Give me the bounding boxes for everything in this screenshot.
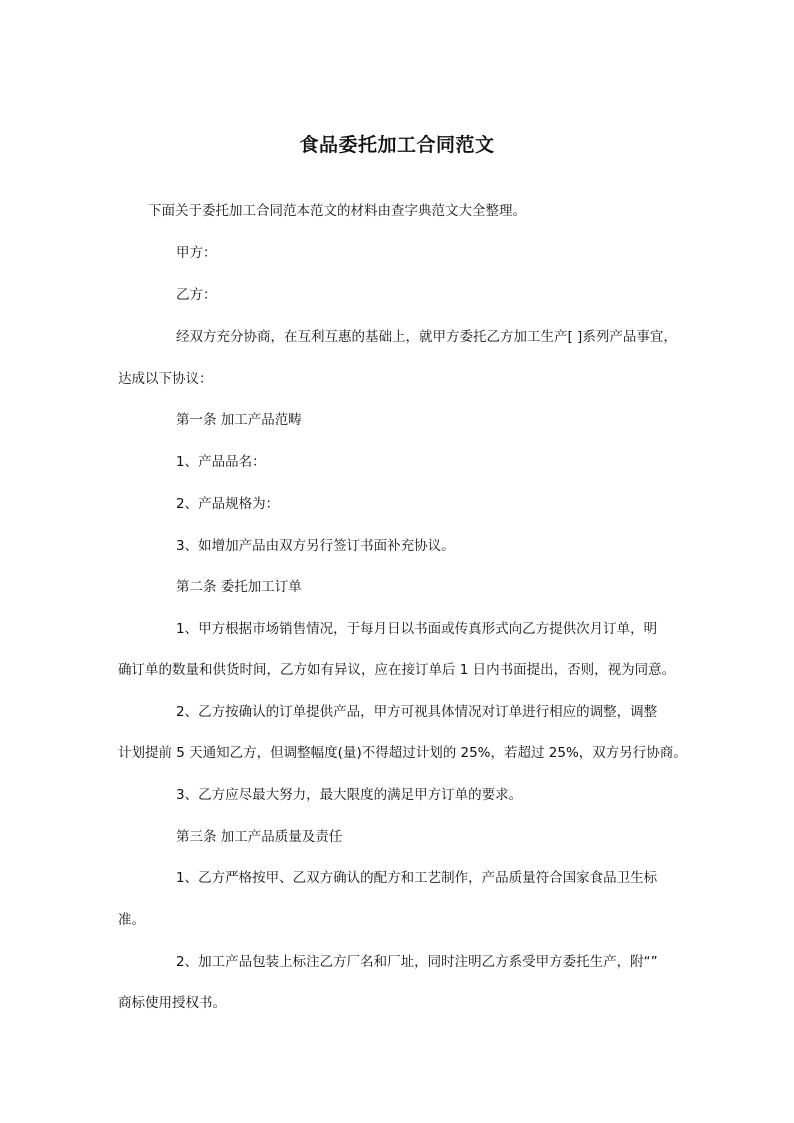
clause-line: 计划提前 5 天通知乙方，但调整幅度(量)不得超过计划的 25%，若超过 25%，双方另行协商。	[118, 745, 687, 761]
clause-line: 1、乙方严格按甲、乙双方确认的配方和工艺制作，产品质量符合国家食品卫生标	[176, 870, 658, 886]
preamble-line: 达成以下协议：	[118, 371, 213, 387]
clause-line: 2、乙方按确认的订单提供产品，甲方可视具体情况对订单进行相应的调整，调整	[176, 704, 658, 720]
party-b-line: 乙方：	[176, 287, 217, 303]
clause-line: 2、产品规格为：	[176, 496, 280, 512]
clause-line: 3、乙方应尽最大努力，最大限度的满足甲方订单的要求。	[176, 787, 523, 803]
document-title: 食品委托加工合同范文	[299, 134, 495, 156]
clause-line: 1、产品品名：	[176, 454, 266, 470]
clause-line: 1、甲方根据市场销售情况，于每月日以书面或传真形式向乙方提供次月订单，明	[176, 621, 658, 637]
article-heading: 第一条 加工产品范畴	[176, 412, 302, 428]
preamble-line: 经双方充分协商，在互利互惠的基础上，就甲方委托乙方加工生产[ ]系列产品事宜，	[176, 329, 677, 345]
article-heading: 第二条 委托加工订单	[176, 579, 302, 595]
clause-line: 准。	[118, 912, 145, 928]
clause-line: 确订单的数量和供货时间，乙方如有异议，应在接订单后 1 日内书面提出，否则，视为同意。	[118, 662, 676, 678]
intro-line: 下面关于委托加工合同范本范文的材料由查字典范文大全整理。	[148, 203, 526, 219]
clause-line: 商标使用授权书。	[118, 995, 226, 1011]
clause-line: 3、如增加产品由双方另行签订书面补充协议。	[176, 538, 455, 554]
article-heading: 第三条 加工产品质量及责任	[176, 829, 343, 845]
party-a-line: 甲方：	[176, 245, 217, 261]
clause-line: 2、加工产品包装上标注乙方厂名和厂址，同时注明乙方系受甲方委托生产，附“”	[176, 954, 658, 970]
